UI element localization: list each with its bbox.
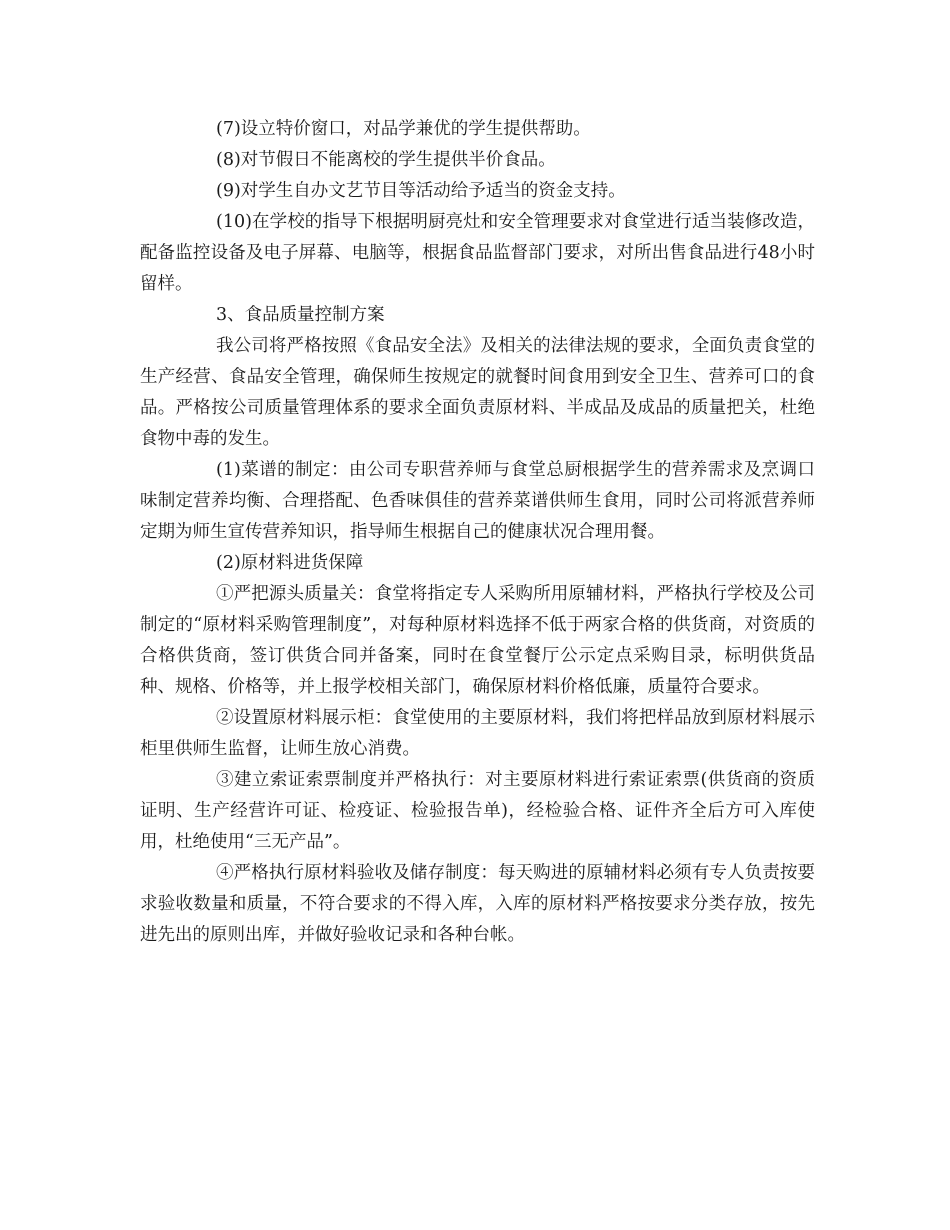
subheading-raw-material-supply: (2)原材料进货保障 xyxy=(216,553,364,573)
paragraph-acceptance-storage: ④严格执行原材料验收及储存制度：每天购进的原辅材料必须有专人负责按要求验收数量和质量，不符合要求的不得入库，入库的原材料严格按要求分类存放，按先进先出的原则出库，并做好验收记录和各种台帐。 xyxy=(140,863,815,945)
document-page xyxy=(140,114,815,951)
section-heading-food-quality: 3、食品质量控制方案 xyxy=(216,305,385,325)
paragraph-item-10: (10)在学校的指导下根据明厨亮灶和安全管理要求对食堂进行适当装修改造，配备监控设备及电子屏幕、电脑等，根据食品监督部门要求，对所出售食品进行48小时留样。 xyxy=(140,212,815,294)
paragraph-certificate-system: ③建立索证索票制度并严格执行：对主要原材料进行索证索票(供货商的资质证明、生产经营许可证、检疫证、检验报告单)，经检验合格、证件齐全后方可入库使用，杜绝使用“三无产品”。 xyxy=(140,770,815,852)
paragraph-item-8: (8)对节假日不能离校的学生提供半价食品。 xyxy=(216,150,556,170)
paragraph-display-cabinet: ②设置原材料展示柜：食堂使用的主要原材料，我们将把样品放到原材料展示柜里供师生监督，让师生放心消费。 xyxy=(140,708,815,759)
paragraph-source-quality: ①严把源头质量关：食堂将指定专人采购所用原辅材料，严格执行学校及公司制定的“原材料采购管理制度”，对每种原材料选择不低于两家合格的供货商，对资质的合格供货商，签订供货合同并备案，同时在食堂餐厅公示定点采购目录，标明供货品种、规格、价格等，并上报学校相关部门，确保原材料价格低廉，质量符合要求。 xyxy=(140,584,815,697)
paragraph-intro: 我公司将严格按照《食品安全法》及相关的法律法规的要求，全面负责食堂的生产经营、食品安全管理，确保师生按规定的就餐时间食用到安全卫生、营养可口的食品。严格按公司质量管理体系的要求全面负责原材料、半成品及成品的质量把关，杜绝食物中毒的发生。 xyxy=(140,336,815,449)
paragraph-item-9: (9)对学生自办文艺节目等活动给予适当的资金支持。 xyxy=(216,181,626,201)
paragraph-item-7: (7)设立特价窗口，对品学兼优的学生提供帮助。 xyxy=(216,119,591,139)
paragraph-menu-planning: (1)菜谱的制定：由公司专职营养师与食堂总厨根据学生的营养需求及烹调口味制定营养均衡、合理搭配、色香味俱佳的营养菜谱供师生食用，同时公司将派营养师定期为师生宣传营养知识，指导师生根据自己的健康状况合理用餐。 xyxy=(140,460,815,542)
